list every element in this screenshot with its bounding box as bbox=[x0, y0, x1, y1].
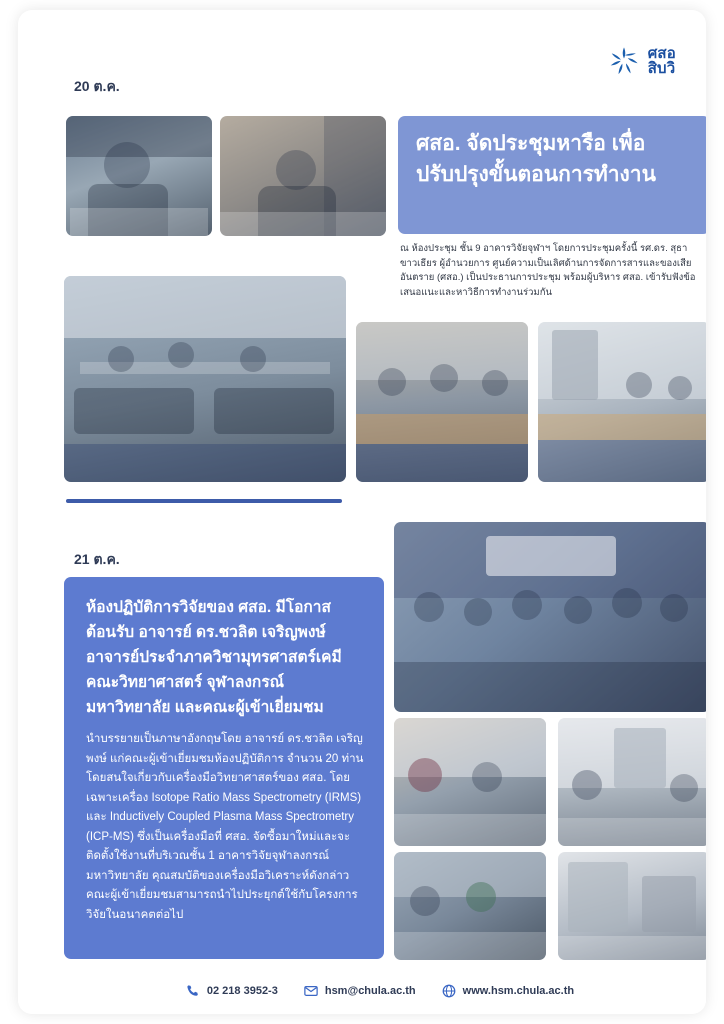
photo-presenter-desk bbox=[220, 116, 386, 236]
photo-meeting-room-wide bbox=[64, 276, 346, 482]
footer-phone[interactable] bbox=[186, 984, 278, 998]
spiral-logo-icon bbox=[607, 44, 641, 78]
footer-contact-bar bbox=[18, 968, 706, 1014]
section-1-date: 20 ต.ค. bbox=[74, 78, 120, 94]
section-2-date: 21 ต.ค. bbox=[74, 551, 120, 567]
footer-website[interactable] bbox=[442, 984, 574, 998]
section-2-body: นำบรรยายเป็นภาษาอังกฤษโดย อาจารย์ ดร.ชวลิต เจริญพงษ์ แก่คณะผู้เข้าเยี่ยมชมห้องปฏิบัติการ จำนวน 20 ท่าน โดยสนใจเกี่ยวกับเครื่องมือวิทยาศาสตร์ของ ศสอ. โดยเฉพาะเครื่อง Isotope Ratio Mass Spectrometry (IRMS) และ Inductively Coupled Plasma Mass Spectrometry (ICP-MS) ซึ่งเป็นเครื่องมือที่ ศสอ. จัดซื้อมาใหม่และจะติดตั้งใช้งานที่บริเวณชั้น 1 อาคารวิจัยจุฬาลงกรณ์มหาวิทยาลัย คุณสมบัติของเครื่องมือวิเคราะห์ดังกล่าว คณะผู้เข้าเยี่ยมชมสามารถนำไปประยุกต์ใช้กับโครงการวิจัยในอนาคตต่อไป bbox=[86, 733, 364, 921]
phone-icon bbox=[186, 984, 200, 998]
photo-speaker-microphone bbox=[66, 116, 212, 236]
brand-logo-line1: ศสอ bbox=[647, 45, 676, 62]
photo-lab-demo-2 bbox=[558, 718, 706, 846]
footer-email-text: hsm@chula.ac.th bbox=[324, 985, 416, 997]
photo-lab-demo-3 bbox=[394, 852, 546, 960]
brand-logo-text bbox=[648, 46, 676, 76]
photo-meeting-table-left bbox=[356, 322, 528, 482]
photo-lab-instrument-1 bbox=[558, 852, 706, 960]
brand-logo-line2: สิบวิ bbox=[647, 60, 676, 77]
footer-phone-text: 02 218 3952-3 bbox=[206, 985, 278, 997]
photo-lab-demo-1 bbox=[394, 718, 546, 846]
footer-email[interactable] bbox=[304, 984, 416, 998]
brand-logo bbox=[607, 44, 676, 78]
section-1-caption: ณ ห้องประชุม ชั้น 9 อาคารวิจัยจุฬาฯ โดยการประชุมครั้งนี้ รศ.ดร. สุธา ขาวเธียร ผู้อำนวยการ ศูนย์ความเป็นเลิศด้านการจัดการสารและของเสียอันตราย (ศสอ.) เป็นประธานการประชุม พร้อมผู้บริหาร ศสอ. เข้ารับฟังข้อเสนอแนะและหาวิธีการทำงานร่วมกัน bbox=[400, 243, 696, 298]
footer-website-text: www.hsm.chula.ac.th bbox=[462, 985, 575, 997]
envelope-icon bbox=[304, 984, 318, 998]
section-1-title-banner bbox=[398, 116, 706, 234]
globe-icon bbox=[442, 984, 456, 998]
section-2-text-panel bbox=[64, 577, 384, 959]
photo-group-visit-large bbox=[394, 522, 706, 712]
section-2-heading: ห้องปฏิบัติการวิจัยของ ศสอ. มีโอกาสต้อนรับ อาจารย์ ดร.ชวลิต เจริญพงษ์ อาจารย์ประจำภาควิชามุทรศาสตร์เคมี คณะวิทยาศาสตร์ จุฬาลงกรณ์มหาวิทยาลัย และคณะผู้เข้าเยี่ยมชม bbox=[86, 599, 342, 716]
section-divider bbox=[66, 499, 342, 503]
section-1-title: ศสอ. จัดประชุมหารือ เพื่อปรับปรุงขั้นตอนการทำงาน bbox=[416, 132, 656, 186]
poster-sheet bbox=[18, 10, 706, 1014]
photo-meeting-table-right bbox=[538, 322, 706, 482]
